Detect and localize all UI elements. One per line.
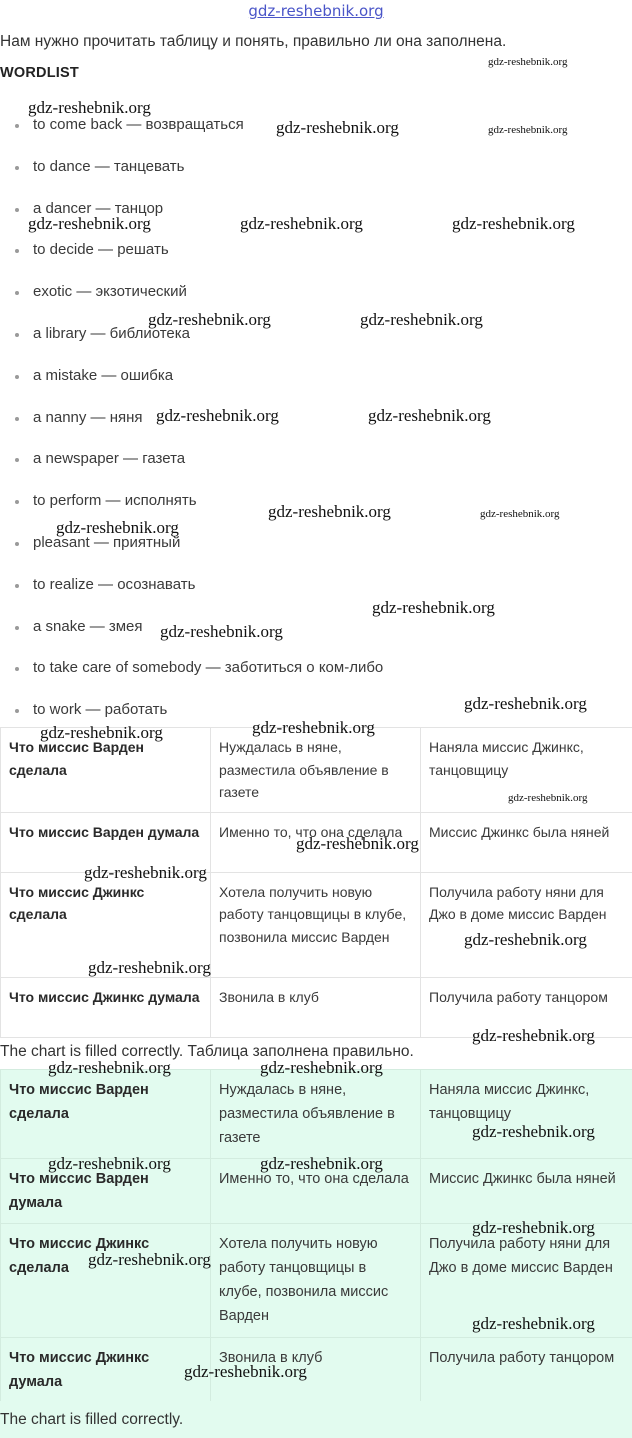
bullet-icon	[15, 667, 19, 671]
wordlist-item-text: pleasant — приятный	[33, 533, 181, 551]
wordlist-item	[0, 434, 632, 476]
table-cell: Звонила в клуб	[211, 977, 421, 1037]
wordlist	[0, 100, 632, 727]
wordlist-item	[0, 560, 632, 602]
table-cell: Нуждалась в няне, разместила объявление в газете	[211, 1070, 421, 1159]
verdict-highlighted-text: The chart is filled correctly.	[0, 1411, 184, 1428]
bullet-icon	[15, 584, 19, 588]
watermark-text: gdz-reshebnik.org	[452, 214, 575, 233]
watermark-text: gdz-reshebnik.org	[88, 1250, 211, 1269]
watermark-text: gdz-reshebnik.org	[40, 723, 163, 742]
wordlist-item-text: to dance — танцевать	[33, 157, 185, 175]
watermark-text: gdz-reshebnik.org	[360, 310, 483, 329]
bullet-icon	[15, 709, 19, 713]
bullet-icon	[15, 542, 19, 546]
row-header-cell: Что миссис Джинкс сделала	[1, 872, 211, 977]
wordlist-item	[0, 142, 632, 184]
watermark-text: gdz-reshebnik.org	[148, 310, 271, 329]
bullet-icon	[15, 208, 19, 212]
wordlist-item-text: to come back — возвращаться	[33, 116, 244, 133]
wordlist-item-text: to perform — исполнять	[33, 492, 197, 510]
wordlist-item-text: to take care of somebody — заботиться о ком-либо	[33, 659, 384, 677]
watermark-text: gdz-reshebnik.org	[488, 124, 568, 136]
watermark-text: gdz-reshebnik.org	[276, 118, 399, 137]
bullet-icon	[15, 291, 19, 295]
wordlist-item-text: to work — работать	[33, 701, 168, 719]
watermark-text: gdz-reshebnik.org	[372, 598, 495, 617]
verdict-highlighted	[0, 1401, 632, 1438]
watermark-text: gdz-reshebnik.org	[84, 863, 207, 882]
wordlist-item-text: a dancer — танцор	[33, 199, 164, 217]
watermark-text: gdz-reshebnik.org	[268, 502, 391, 521]
watermark-text: gdz-reshebnik.org	[260, 1058, 383, 1077]
watermark-text: gdz-reshebnik.org	[28, 214, 151, 233]
table-cell: Миссис Джинкс была няней	[421, 1159, 632, 1224]
watermark-text: gdz-reshebnik.org	[48, 1154, 171, 1173]
row-header-cell: Что миссис Варден сделала	[1, 728, 211, 813]
wordlist-item	[0, 643, 632, 685]
table-cell: Нуждалась в няне, разместила объявление в газете	[211, 728, 421, 813]
watermark-text: gdz-reshebnik.org	[368, 406, 491, 425]
table-cell: Получила работу няни для Джо в доме миссис Варден	[421, 872, 632, 977]
wordlist-item	[0, 393, 632, 435]
table-cell: Звонила в клуб	[211, 1338, 421, 1403]
watermark-text: gdz-reshebnik.org	[472, 1122, 595, 1141]
watermark-text: gdz-reshebnik.org	[472, 1314, 595, 1333]
bullet-icon	[15, 124, 19, 128]
row-header-cell: Что миссис Джинкс думала	[1, 977, 211, 1037]
table-cell: Именно то, что она сделала	[211, 812, 421, 872]
bullet-icon	[15, 500, 19, 504]
verdict-text: The chart is filled correctly. Таблица заполнена правильно.	[0, 1043, 414, 1060]
wordlist-item	[0, 602, 632, 644]
table-cell: Хотела получить новую работу танцовщицы в клубе, позвонила миссис Варден	[211, 872, 421, 977]
watermark-text: gdz-reshebnik.org	[464, 694, 587, 713]
table-cell: Наняла миссис Джинкс, танцовщицу	[421, 728, 632, 813]
wordlist-item-text: exotic — экзотический	[33, 283, 187, 301]
wordlist-item-text: to decide — решать	[33, 241, 169, 259]
watermark-text: gdz-reshebnik.org	[88, 958, 211, 977]
table-cell: Именно то, что она сделала	[211, 1159, 421, 1224]
watermark-text: gdz-reshebnik.org	[240, 214, 363, 233]
watermark-text: gdz-reshebnik.org	[160, 622, 283, 641]
watermark-text: gdz-reshebnik.org	[48, 1058, 171, 1077]
watermark-text: gdz-reshebnik.org	[56, 518, 179, 537]
bullet-icon	[15, 417, 19, 421]
bullet-icon	[15, 458, 19, 462]
watermark-text: gdz-reshebnik.org	[472, 1026, 595, 1045]
table-cell: Получила работу няни для Джо в доме миссис Варден	[421, 1224, 632, 1338]
watermark-text: gdz-reshebnik.org	[28, 98, 151, 117]
wordlist-item-text: a mistake — ошибка	[33, 366, 174, 384]
row-header-cell: Что миссис Варден сделала	[1, 1070, 211, 1159]
table-cell: Наняла миссис Джинкс, танцовщицу	[421, 1070, 632, 1159]
table-cell: Хотела получить новую работу танцовщицы в клубе, позвонила миссис Варден	[211, 1224, 421, 1338]
row-header-cell: Что миссис Варден думала	[1, 812, 211, 872]
wordlist-item	[0, 267, 632, 309]
watermark-text: gdz-reshebnik.org	[156, 406, 279, 425]
bullet-icon	[15, 249, 19, 253]
wordlist-item-text: to realize — осознавать	[33, 575, 196, 593]
bullet-icon	[15, 333, 19, 337]
watermark-text: gdz-reshebnik.org	[464, 930, 587, 949]
table-cell: Получила работу танцором	[421, 977, 632, 1037]
table-cell: Получила работу танцором	[421, 1338, 632, 1403]
wordlist-item-text: a newspaper — газета	[33, 450, 186, 468]
table-row	[1, 1338, 632, 1403]
wordlist-item	[0, 351, 632, 393]
wordlist-item	[0, 309, 632, 351]
watermark-text: gdz-reshebnik.org	[252, 718, 375, 737]
bullet-icon	[15, 166, 19, 170]
watermark-text: gdz-reshebnik.org	[488, 56, 568, 68]
wordlist-item-text: a nanny — няня	[33, 408, 143, 426]
watermark-text: gdz-reshebnik.org	[260, 1154, 383, 1173]
watermark-text: gdz-reshebnik.org	[480, 508, 560, 520]
watermark-text: gdz-reshebnik.org	[508, 792, 588, 804]
row-header-cell: Что миссис Джинкс думала	[1, 1338, 211, 1403]
table-row	[1, 1070, 632, 1159]
watermark-text: gdz-reshebnik.org	[296, 834, 419, 853]
wordlist-item-text: a library — библиотека	[33, 324, 190, 342]
site-link[interactable]: gdz-reshebnik.org	[248, 2, 384, 20]
row-header-cell: Что миссис Джинкс сделала	[1, 1224, 211, 1338]
watermark-text: gdz-reshebnik.org	[184, 1362, 307, 1381]
row-header-cell: Что миссис Варден думала	[1, 1159, 211, 1224]
bullet-icon	[15, 626, 19, 630]
watermark-text: gdz-reshebnik.org	[472, 1218, 595, 1237]
table-cell: Миссис Джинкс была няней	[421, 812, 632, 872]
wordlist-item-text: a snake — змея	[33, 617, 143, 635]
bullet-icon	[15, 375, 19, 379]
intro-text: Нам нужно прочитать таблицу и понять, правильно ли она заполнена.	[0, 33, 507, 50]
wordlist-heading: WORDLIST	[0, 65, 79, 81]
